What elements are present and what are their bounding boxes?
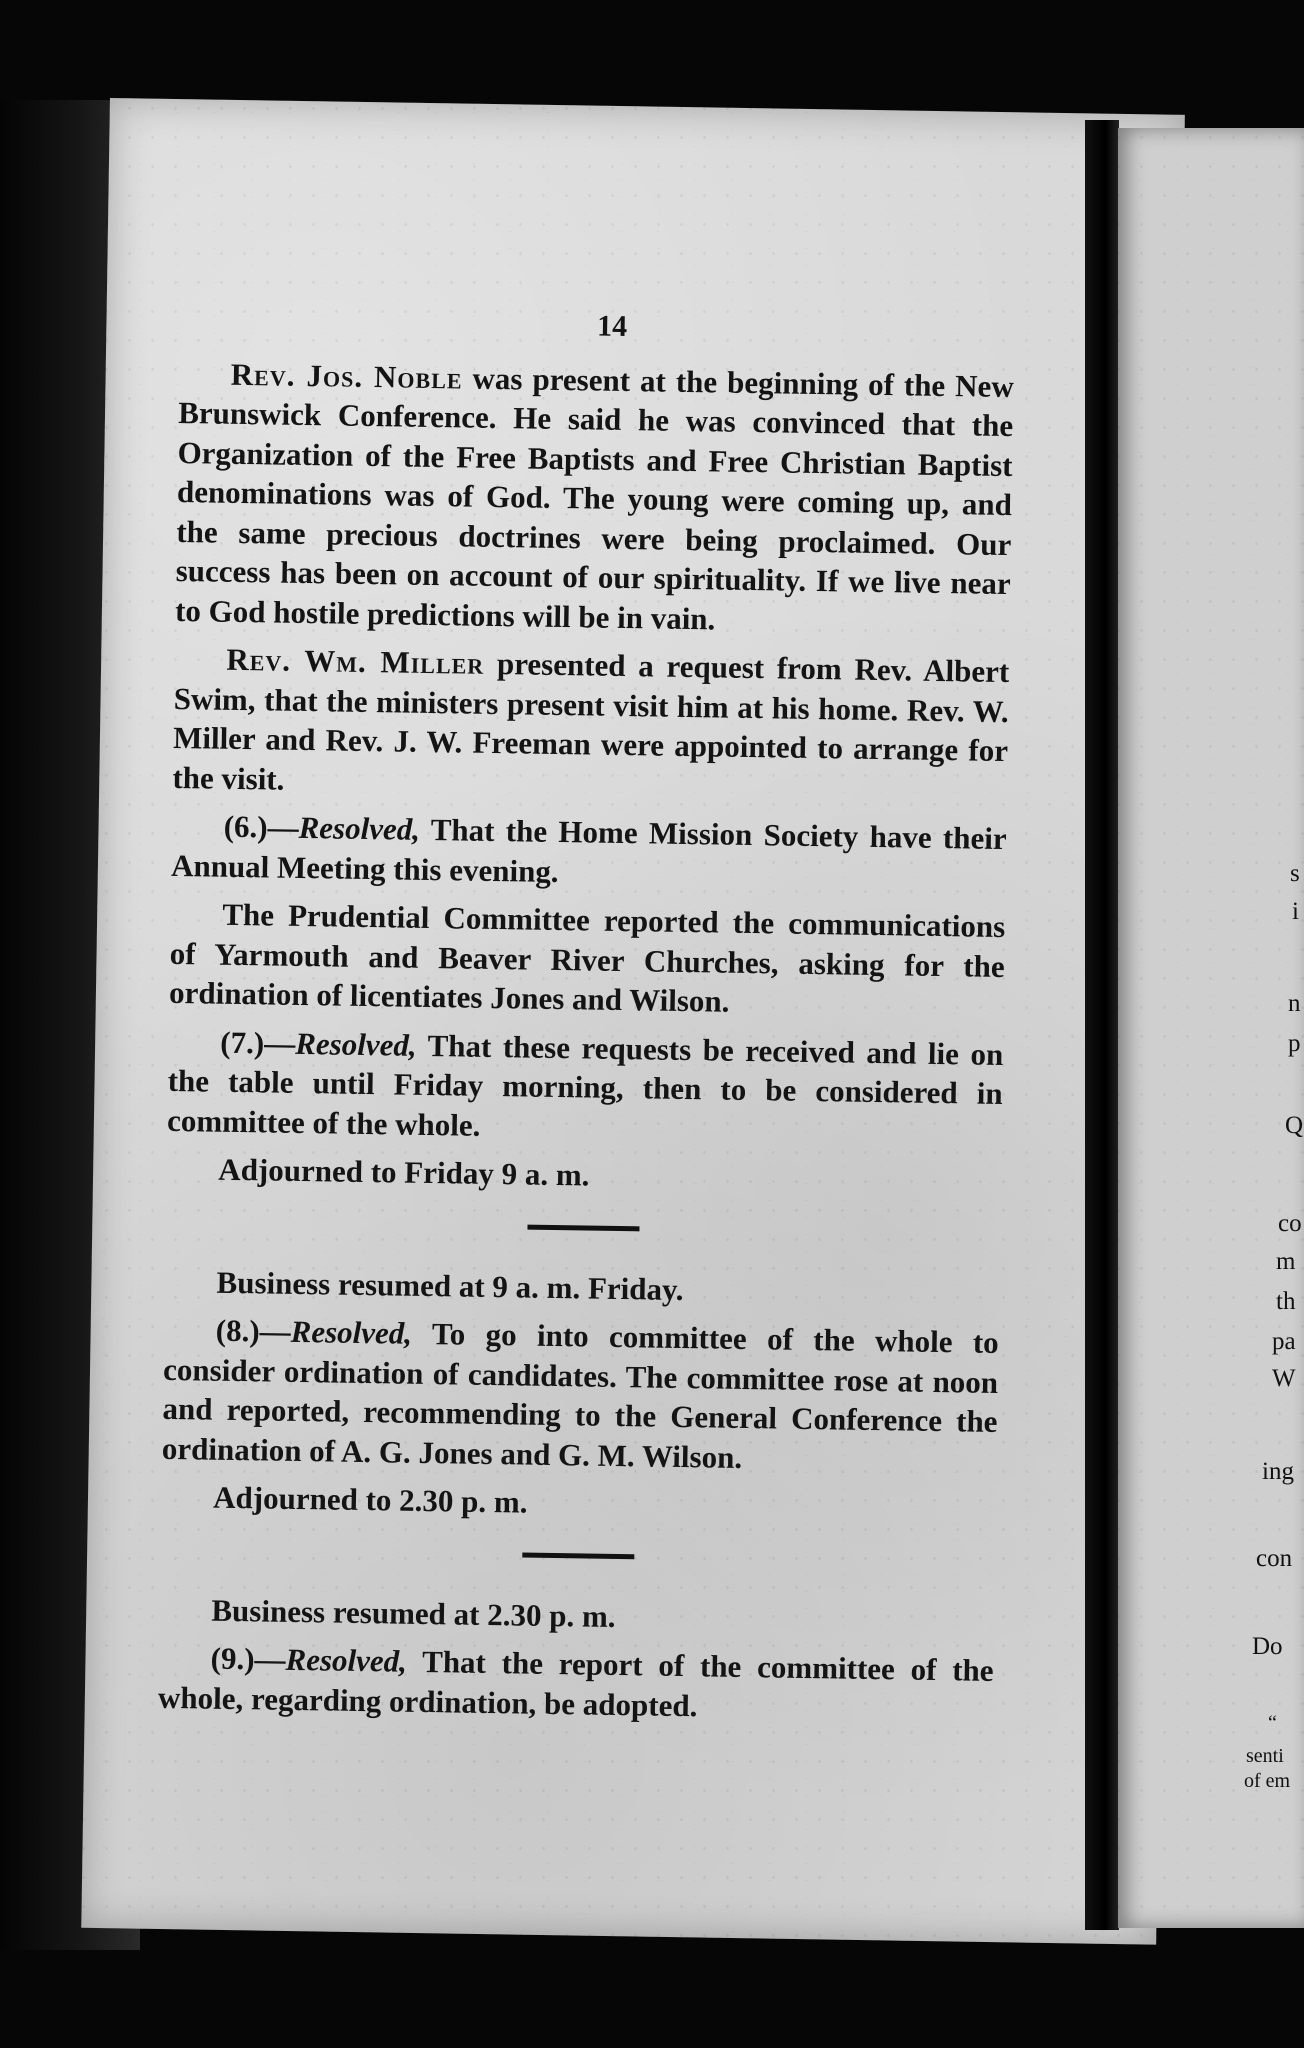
paragraph (159, 1589, 995, 1642)
paragraph (166, 1149, 1002, 1202)
paragraph-text: That the Home Mission Society have their Annual Meeting this evening. (170, 811, 1007, 889)
resolution-number: (9.)— (210, 1640, 286, 1677)
section-divider (522, 1552, 634, 1559)
resolution-number: (6.)— (223, 808, 299, 845)
facing-fragment: “ (1268, 1712, 1277, 1734)
resolved-label: Resolved, (285, 1641, 408, 1679)
paragraph-text: That these requests be received and lie on the table until Friday morning, then to be considered in committee of the whole. (166, 1027, 1004, 1143)
facing-fragment: n (1288, 990, 1301, 1017)
resolution (158, 1638, 994, 1730)
resolution-number: (8.)— (215, 1312, 291, 1349)
paragraph-text: To go into committee of the whole to consider ordination of candidates. The committee rose at noon and reported, recommending to the General Conference the ordination of A. G. Jones and G. M. Wilson. (161, 1315, 1000, 1475)
paragraph-text: The Prudential Committee reported the communications of Yarmouth and Beaver River Churches, asking for the ordination of licentiates Jones and Wilson. (168, 896, 1006, 1019)
paragraph-text: Adjourned to Friday 9 a. m. (218, 1151, 590, 1193)
facing-fragment: co (1278, 1210, 1302, 1237)
paragraph (169, 894, 1006, 1026)
paragraph (175, 353, 1014, 643)
section-divider (527, 1224, 639, 1231)
resolved-label: Resolved, (290, 1313, 413, 1351)
page-number: 14 (596, 309, 628, 344)
paragraph-text: Business resumed at 2.30 p. m. (211, 1592, 616, 1634)
resolution-number: (7.)— (220, 1024, 296, 1061)
resolution (162, 1310, 999, 1481)
resolution (167, 1021, 1004, 1153)
facing-fragment: W (1272, 1365, 1296, 1392)
paragraph-text: Business resumed at 9 a. m. Friday. (216, 1264, 684, 1307)
facing-fragment: i (1292, 898, 1299, 925)
speaker-name: Rev. Wm. Miller (226, 641, 485, 681)
resolved-label: Resolved, (298, 809, 421, 847)
book-gutter (1085, 120, 1119, 1930)
paragraph-text: was present at the beginning of the New Brunswick Conference. He said he was convinced that the Organization of the Free Baptists and Free Christian Baptist denominations was of God. The young were coming up, and the same precious doctrines were being proclaimed. Our success has been on account of our spirituality. If we live near to God hostile predictions will be in vain. (174, 359, 1015, 636)
facing-fragment: p (1288, 1030, 1301, 1057)
facing-fragment: m (1276, 1248, 1296, 1275)
facing-fragment: senti (1246, 1745, 1284, 1767)
facing-fragment: Do (1252, 1633, 1283, 1660)
page-text (158, 300, 1015, 1739)
facing-fragment: s (1290, 860, 1300, 887)
facing-fragment: th (1276, 1288, 1296, 1315)
speaker-name: Rev. Jos. Noble (230, 356, 463, 395)
facing-fragment: Q (1285, 1112, 1304, 1139)
facing-fragment: con (1256, 1545, 1293, 1572)
resolution (171, 806, 1007, 898)
paragraph-text: presented a request from Rev. Albert Swim, that the ministers present visit him at his home. Rev. W. Miller and Rev. J. W. Freeman were appointed to arrange for the visit. (172, 645, 1010, 797)
paragraph-text: Adjourned to 2.30 p. m. (212, 1479, 528, 1520)
paragraph (161, 1477, 997, 1530)
facing-fragment: pa (1272, 1328, 1296, 1355)
paragraph-text: That the report of the committee of the whole, regarding ordination, be adopted. (157, 1643, 994, 1723)
paragraph (172, 639, 1009, 810)
facing-fragment: ing (1262, 1458, 1294, 1485)
resolved-label: Resolved, (294, 1025, 417, 1063)
facing-fragment: of em (1244, 1770, 1291, 1792)
paragraph (164, 1261, 1000, 1314)
